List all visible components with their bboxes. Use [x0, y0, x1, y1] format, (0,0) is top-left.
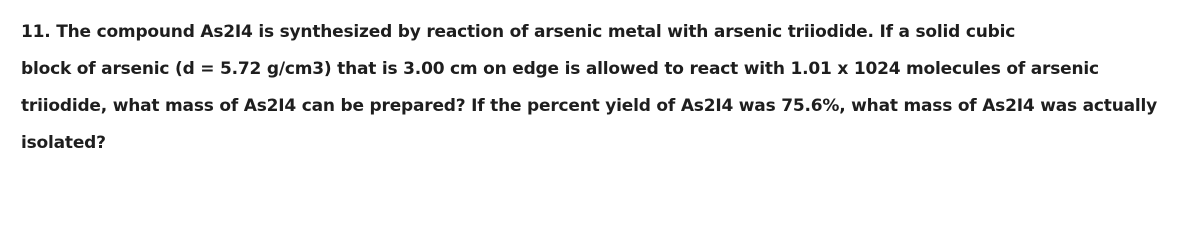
question-text — [21, 14, 1196, 162]
question-line-1: 11. The compound As2I4 is synthesized by reaction of arsenic metal with arsenic triiodide. If a solid cubic — [21, 22, 1016, 42]
question-line-2: block of arsenic (d = 5.72 g/cm3) that is 3.00 cm on edge is allowed to react with 1.01 x 1024 molecules of arsenic — [21, 59, 1099, 79]
question-line-3: triiodide, what mass of As2I4 can be prepared? If the percent yield of As2I4 was 75.6%, what mass of As2I4 was actually — [21, 96, 1158, 116]
question-line-4: isolated? — [21, 133, 106, 153]
